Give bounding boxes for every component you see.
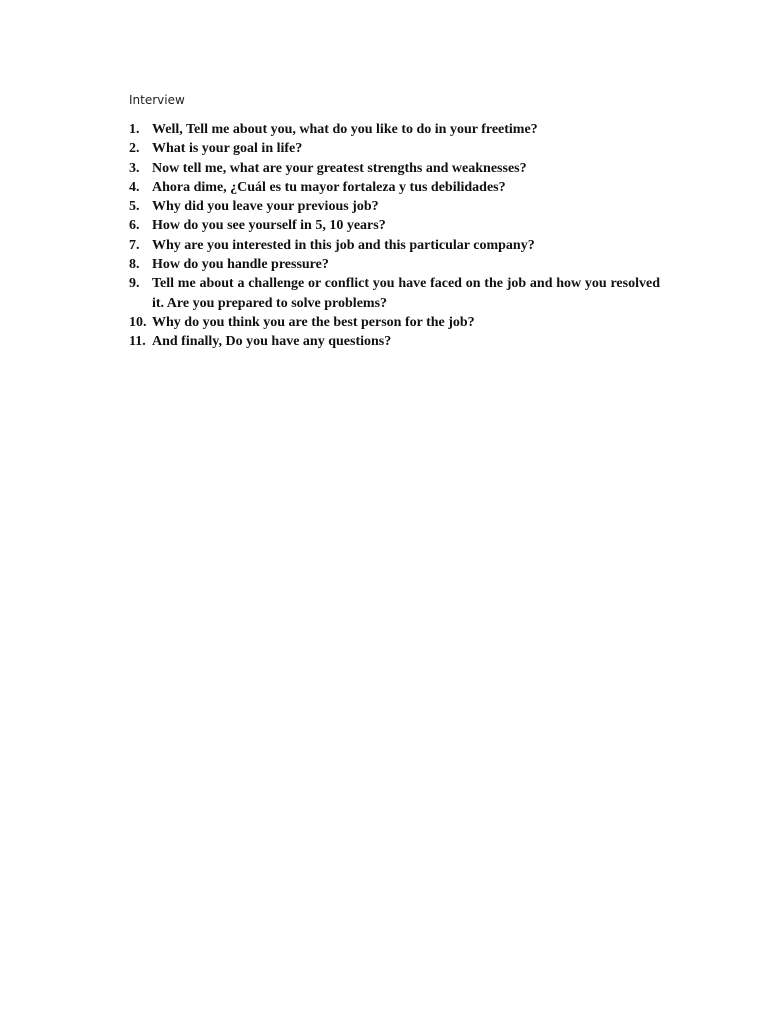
question-item (129, 255, 660, 274)
question-number: 8. (129, 257, 140, 273)
question-text: How do you see yourself in 5, 10 years? (152, 218, 386, 234)
question-item (129, 332, 660, 351)
question-list (129, 120, 660, 352)
question-number: 6. (129, 218, 140, 234)
question-item (129, 313, 660, 332)
question-item (129, 120, 660, 139)
question-item (129, 216, 660, 235)
question-number: 2. (129, 141, 140, 157)
question-text: Ahora dime, ¿Cuál es tu mayor fortaleza y tus debilidades? (152, 179, 506, 195)
question-number: 1. (129, 122, 140, 137)
question-item (129, 236, 660, 255)
question-text: What is your goal in life? (152, 141, 303, 157)
question-text: How do you handle pressure? (152, 257, 329, 273)
question-number: 4. (129, 179, 140, 195)
question-number: 10. (129, 314, 147, 330)
question-number: 11. (129, 334, 146, 350)
question-item (129, 274, 660, 313)
question-text: Why did you leave your previous job? (152, 199, 379, 215)
question-item (129, 159, 660, 178)
question-item (129, 197, 660, 216)
document-title: Interview (129, 93, 185, 107)
question-item (129, 139, 660, 158)
question-number: 3. (129, 160, 140, 176)
question-text: Now tell me, what are your greatest strengths and weaknesses? (152, 160, 527, 176)
question-text: And finally, Do you have any questions? (152, 334, 392, 350)
question-number: 7. (129, 237, 140, 253)
question-text: Why do you think you are the best person for the job? (152, 314, 475, 330)
question-text: Well, Tell me about you, what do you like to do in your freetime? (152, 122, 538, 137)
question-item (129, 178, 660, 197)
question-text: Tell me about a challenge or conflict you have faced on the job and how you resolved it. Are you prepared to solve problems? (152, 276, 660, 311)
question-number: 9. (129, 276, 140, 292)
question-number: 5. (129, 199, 140, 215)
question-text: Why are you interested in this job and this particular company? (152, 237, 535, 253)
